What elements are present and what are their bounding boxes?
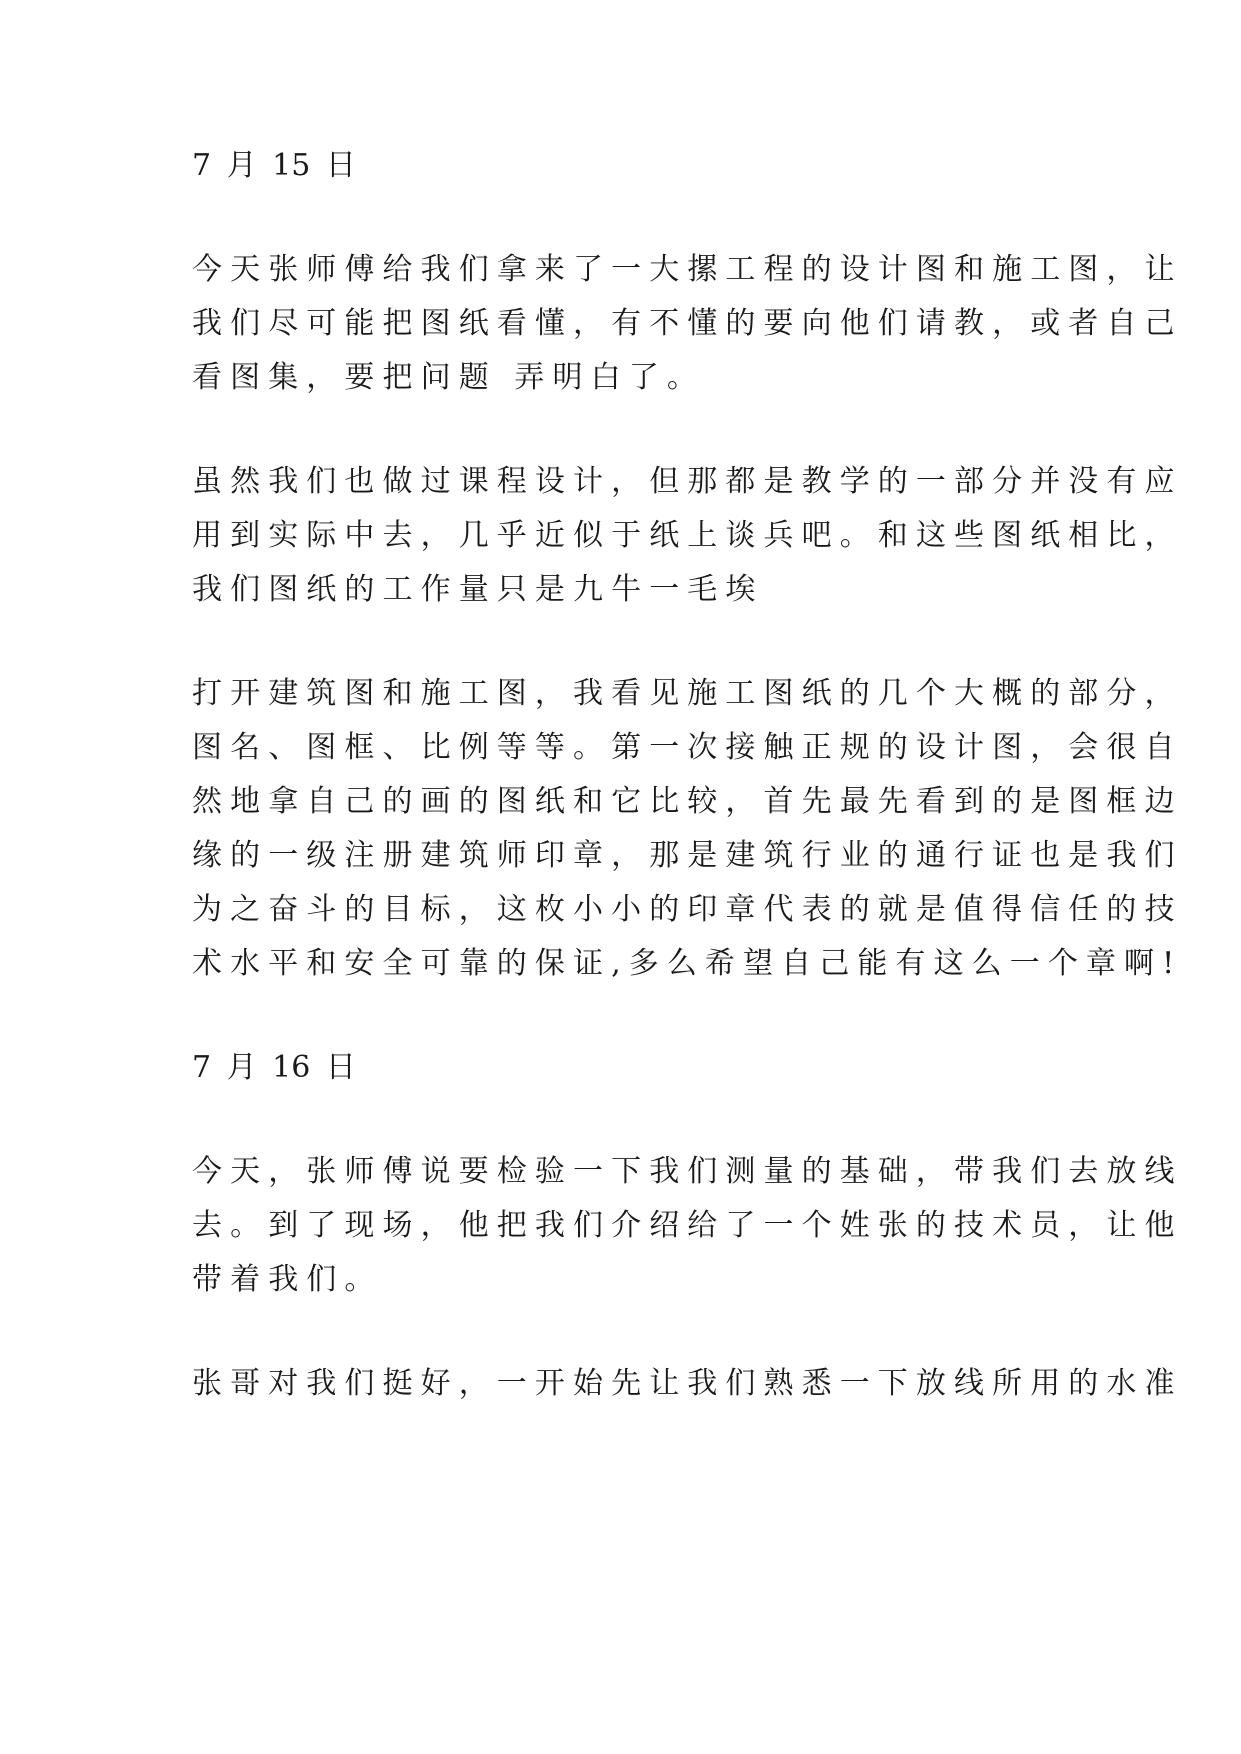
paragraph-line: 带着我们。 bbox=[192, 1262, 383, 1297]
entry-date: 7 月 16 日 bbox=[192, 1050, 356, 1085]
paragraph-line: 术水平和安全可靠的保证,多么希望自己能有这么一个章啊! bbox=[192, 946, 1183, 981]
paragraph-line: 缘的一级注册建筑师印章，那是建筑行业的通行证也是我们 bbox=[192, 838, 1183, 873]
paragraph-line: 我们图纸的工作量只是九牛一毛埃 bbox=[192, 572, 764, 607]
paragraph-line: 为之奋斗的目标，这枚小小的印章代表的就是值得信任的技 bbox=[192, 892, 1183, 927]
paragraph-line: 用到实际中去，几乎近似于纸上谈兵吧。和这些图纸相比， bbox=[192, 518, 1183, 553]
paragraph-line: 图名、图框、比例等等。第一次接触正规的设计图，会很自 bbox=[192, 730, 1183, 765]
paragraph-line: 然地拿自己的画的图纸和它比较，首先最先看到的是图框边 bbox=[192, 784, 1183, 819]
paragraph-line: 虽然我们也做过课程设计，但那都是教学的一部分并没有应 bbox=[192, 464, 1183, 499]
paragraph-line: 今天，张师傅说要检验一下我们测量的基础，带我们去放线 bbox=[192, 1154, 1183, 1189]
paragraph-line: 张哥对我们挺好，一开始先让我们熟悉一下放线所用的水准 bbox=[192, 1366, 1183, 1401]
paragraph-line: 去。到了现场，他把我们介绍给了一个姓张的技术员，让他 bbox=[192, 1208, 1183, 1243]
paragraph-line: 今天张师傅给我们拿来了一大摞工程的设计图和施工图，让 bbox=[192, 252, 1183, 287]
paragraph-line: 打开建筑图和施工图，我看见施工图纸的几个大概的部分， bbox=[192, 676, 1183, 711]
paragraph-line: 我们尽可能把图纸看懂，有不懂的要向他们请教，或者自己 bbox=[192, 306, 1183, 341]
paragraph-line: 看图集，要把问题 弄明白了。 bbox=[192, 360, 705, 395]
entry-date: 7 月 15 日 bbox=[192, 148, 356, 183]
